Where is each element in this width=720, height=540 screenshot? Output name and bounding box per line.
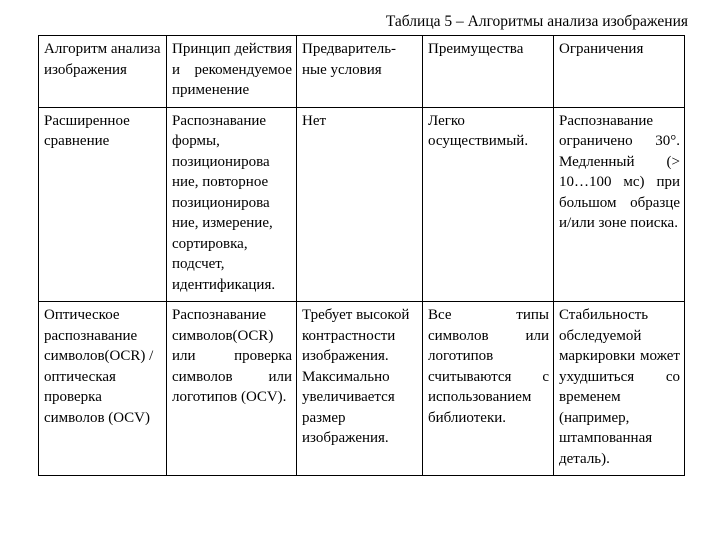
header-advantages: Преимущества	[423, 36, 554, 108]
header-limitations: Ограничения	[554, 36, 685, 108]
row2-algorithm: Оптическое распознавание символов(OCR) /оптическая проверка символов (OCV)	[39, 302, 167, 476]
row2-principle: Распознавание символов(OCR) или проверка символов или логотипов (OCV).	[167, 302, 297, 476]
row1-algorithm: Расширенное сравнение	[39, 107, 167, 302]
header-prereq: Предваритель-ные условия	[297, 36, 423, 108]
row1-advantages: Легко осуществимый.	[423, 107, 554, 302]
header-algorithm: Алгоритм анализа изображения	[39, 36, 167, 108]
row1-prereq: Нет	[297, 107, 423, 302]
row2-prereq: Требует высокой контрастности изображения. Максимально увеличивается размер изображения.	[297, 302, 423, 476]
algorithms-table	[38, 35, 685, 476]
table-header-row	[39, 36, 685, 108]
row1-principle: Распознавание формы, позиционирова ние, повторное позиционирова ние, измерение, сортировка, подсчет, идентификация.	[167, 107, 297, 302]
row2-advantages: Все типы символов или логотипов считываются с использованием библиотеки.	[423, 302, 554, 476]
row2-limitations: Стабильность обследуемой маркировки может ухудшиться со временем (например, штампованная деталь).	[554, 302, 685, 476]
table-row	[39, 302, 685, 476]
table-row	[39, 107, 685, 302]
row1-limitations: Распознавание ограничено 30°. Медленный (> 10…100 мс) при большом образце и/или зоне поиска.	[554, 107, 685, 302]
table-caption: Таблица 5 – Алгоритмы анализа изображения	[385, 13, 688, 30]
header-principle: Принцип действия и рекомендуемое применение	[167, 36, 297, 108]
